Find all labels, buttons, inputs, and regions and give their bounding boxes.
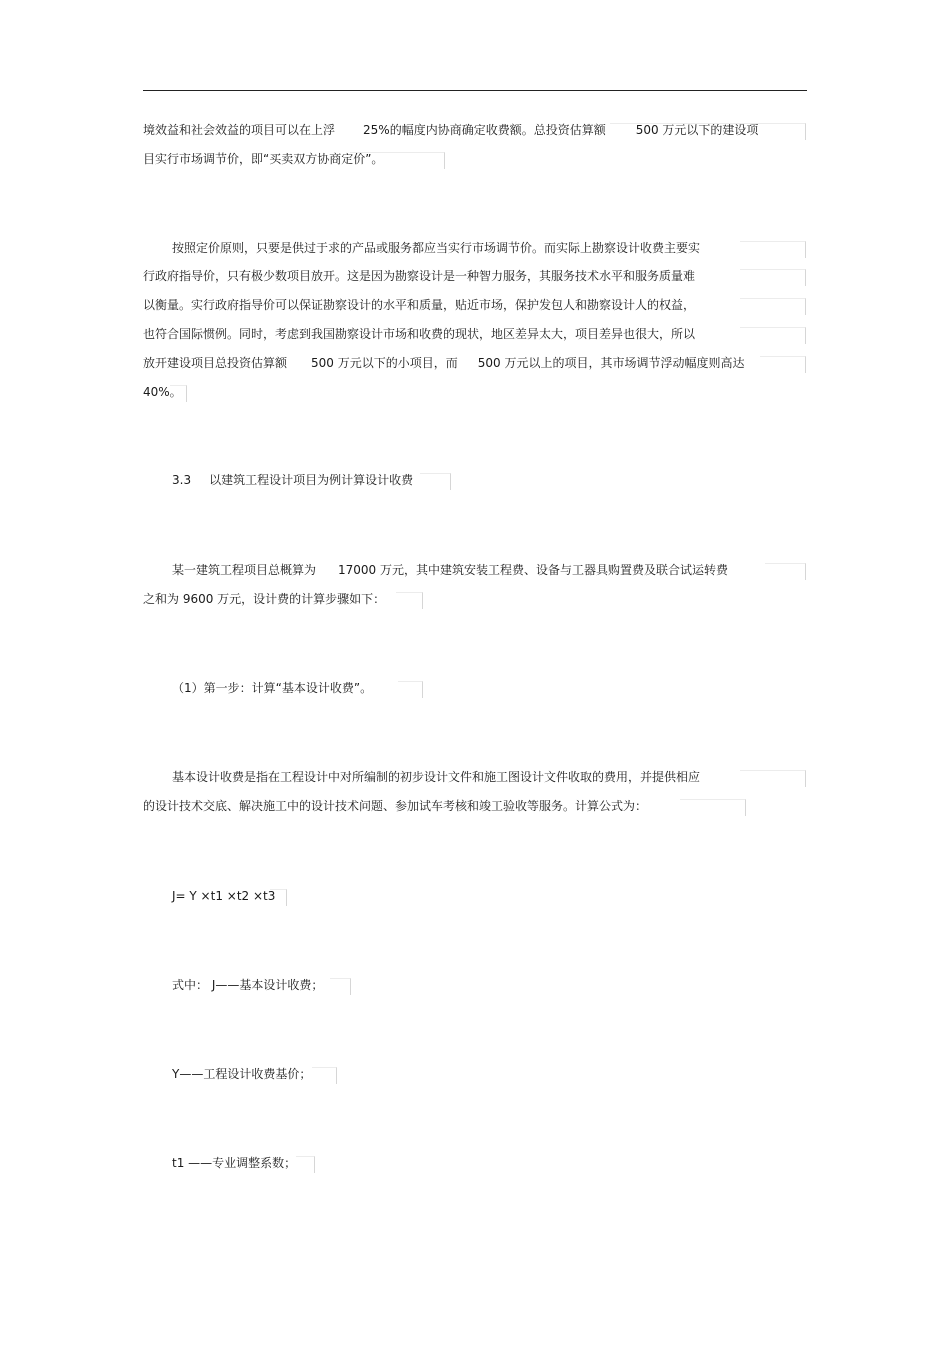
text-box-marker <box>420 473 451 490</box>
text-box-marker <box>330 978 351 995</box>
text-box-marker <box>350 152 445 169</box>
text-box-marker <box>396 592 423 609</box>
text-run: 17000 万元，其中建筑安装工程费、设备与工器具购置费及联合试运转费 <box>338 563 729 577</box>
text-box-marker <box>610 123 806 140</box>
section-number: 3.3 <box>172 473 192 487</box>
paragraph-4-line-2: 的设计技术交底、解决施工中的设计技术问题、参加试车考核和竣工验收等服务。计算公式为： <box>143 799 648 813</box>
text-box-marker <box>740 269 806 286</box>
paragraph-3-line-1 <box>172 562 728 578</box>
definition-y: Y——工程设计收费基价； <box>172 1067 312 1081</box>
text-box-marker <box>170 385 187 402</box>
text-box-marker <box>740 298 806 315</box>
step-1-heading: （1）第一步：计算“基本设计收费”。 <box>172 681 373 695</box>
paragraph-2-line-1: 按照定价原则，只要是供过于求的产品或服务都应当实行市场调节价。而实际上勘察设计收费主要实 <box>172 241 701 255</box>
paragraph-3-line-2: 之和为 9600 万元，设计费的计算步骤如下： <box>143 592 386 606</box>
paragraph-2-line-4: 也符合国际惯例。同时，考虑到我国勘察设计市场和收费的现状，地区差异太大，项目差异也很大，所以 <box>143 327 696 341</box>
text-box-marker <box>740 770 806 787</box>
formula: J= Y ×t1 ×t2 ×t3 <box>172 889 276 903</box>
definition-t1: t1 ——专业调整系数； <box>172 1156 297 1170</box>
paragraph-2-line-5 <box>143 355 744 371</box>
paragraph-2-line-2: 行政府指导价，只有极少数项目放开。这是因为勘察设计是一种智力服务，其服务技术水平和服务质量难 <box>143 269 696 283</box>
text-run: 500 万元以下的建设项 <box>635 123 759 137</box>
header-rule <box>143 90 807 91</box>
paragraph-2-line-3: 以衡量。实行政府指导价可以保证勘察设计的水平和质量，贴近市场，保护发包人和勘察设计人的权益， <box>143 298 696 312</box>
paragraph-4-line-1: 基本设计收费是指在工程设计中对所编制的初步设计文件和施工图设计文件收取的费用，并提供相应 <box>172 770 701 784</box>
text-run: 某一建筑工程项目总概算为 <box>172 563 317 577</box>
text-box-marker <box>740 327 806 344</box>
text-run: 500 万元以上的项目，其市场调节浮动幅度则高达 <box>477 356 745 370</box>
text-box-marker <box>740 241 806 258</box>
text-box-marker <box>765 563 806 580</box>
definition-j: 式中： J——基本设计收费； <box>172 978 324 992</box>
text-box-marker <box>296 1156 315 1173</box>
text-run: 25%的幅度内协商确定收费额。总投资估算额 <box>363 123 606 137</box>
text-box-marker <box>312 1067 337 1084</box>
paragraph-1-line-2: 目实行市场调节价，即“买卖双方协商定价”。 <box>143 152 384 166</box>
section-title: 以建筑工程设计项目为例计算设计收费 <box>209 473 414 487</box>
text-box-marker <box>398 681 423 698</box>
section-heading <box>172 472 413 488</box>
text-box-marker <box>270 889 287 906</box>
text-box-marker <box>680 799 746 816</box>
text-run: 放开建设项目总投资估算额 <box>143 356 288 370</box>
text-box-marker <box>760 356 806 373</box>
paragraph-2-line-6: 40%。 <box>143 385 182 399</box>
text-run: 境效益和社会效益的项目可以在上浮 <box>143 123 336 137</box>
text-run: 500 万元以下的小项目，而 <box>311 356 458 370</box>
